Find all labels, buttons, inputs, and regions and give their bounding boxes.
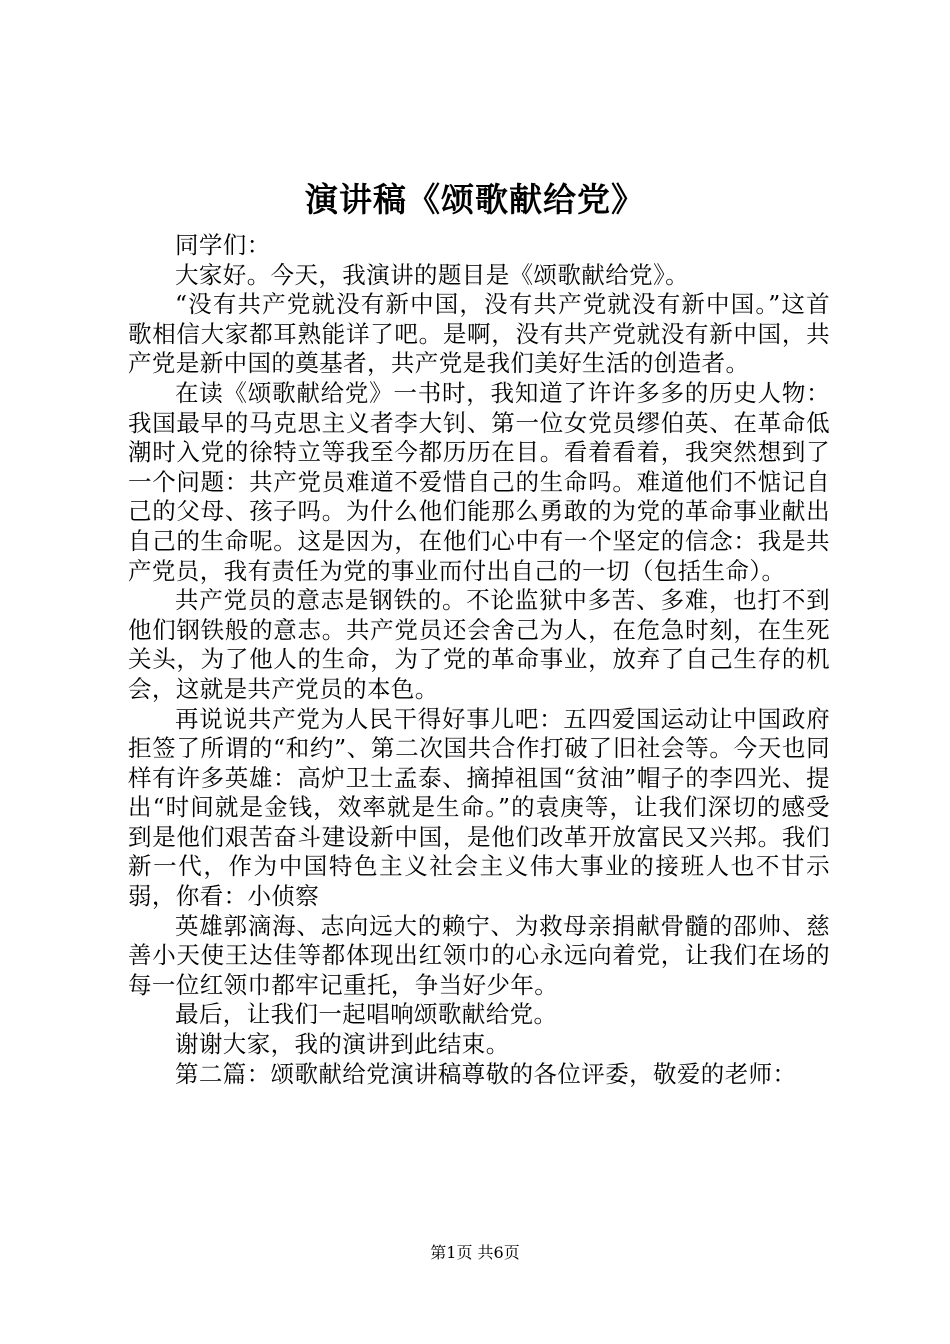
document-title: 演讲稿《颂歌献给党》 xyxy=(305,180,645,219)
paragraph-reading: 在读《颂歌献给党》一书时，我知道了许许多多的历史人物：我国最早的马克思主义者李大钊、第一位女党员缪伯英、在革命低潮时入党的徐特立等我至今都历历在目。看着看着，我突然想到了一个问题：共产党员难道不爱惜自己的生命吗。难道他们不惦记自己的父母、孩子吗。为什么他们能那么勇敢的为党的革命事业献出自己的生命呢。这是因为，在他们心中有一个坚定的信念：我是共产党员，我有责任为党的事业而付出自己的一切（包括生命）。 xyxy=(128,378,830,585)
document-body xyxy=(128,231,830,1089)
paragraph-will: 共产党员的意志是钢铁的。不论监狱中多苦、多难，也打不到他们钢铁般的意志。共产党员还会舍己为人，在危急时刻，在生死关头，为了他人的生命，为了党的革命事业，放弃了自己生存的机会，这就是共产党员的本色。 xyxy=(128,586,830,703)
page-footer: 第1页 共6页 xyxy=(430,1243,520,1262)
paragraph-closing: 最后，让我们一起唱响颂歌献给党。 xyxy=(175,1000,558,1029)
paragraph-heroes: 英雄郭滴海、志向远大的赖宁、为救母亲捐献骨髓的邵帅、慈善小天使王达佳等都体现出红领巾的心永远向着党，让我们在场的每一位红领巾都牢记重托，争当好少年。 xyxy=(128,911,830,999)
paragraph-good-deeds: 再说说共产党为人民干得好事儿吧：五四爱国运动让中国政府拒签了所谓的“和约”、第二次国共合作打破了旧社会等。今天也同样有许多英雄：高炉卫士孟泰、摘掉祖国“贫油”帽子的李四光、提出“时间就是金钱，效率就是生命。”的袁庚等，让我们深切的感受到是他们艰苦奋斗建设新中国，是他们改革开放富民又兴邦。我们新一代，作为中国特色主义社会主义伟大事业的接班人也不甘示弱，你看：小侦察 xyxy=(128,704,830,911)
paragraph-greeting: 大家好。今天，我演讲的题目是《颂歌献给党》。 xyxy=(175,260,690,289)
paragraph-second-piece: 第二篇：颂歌献给党演讲稿尊敬的各位评委，敬爱的老师： xyxy=(175,1059,797,1088)
paragraph-salutation: 同学们： xyxy=(175,231,271,259)
paragraph-song-quote: “没有共产党就没有新中国，没有共产党就没有新中国。”这首歌相信大家都耳熟能详了吧。是啊，没有共产党就没有新中国，共产党是新中国的奠基者，共产党是我们美好生活的创造者。 xyxy=(128,290,830,378)
paragraph-thanks: 谢谢大家，我的演讲到此结束。 xyxy=(175,1030,510,1059)
